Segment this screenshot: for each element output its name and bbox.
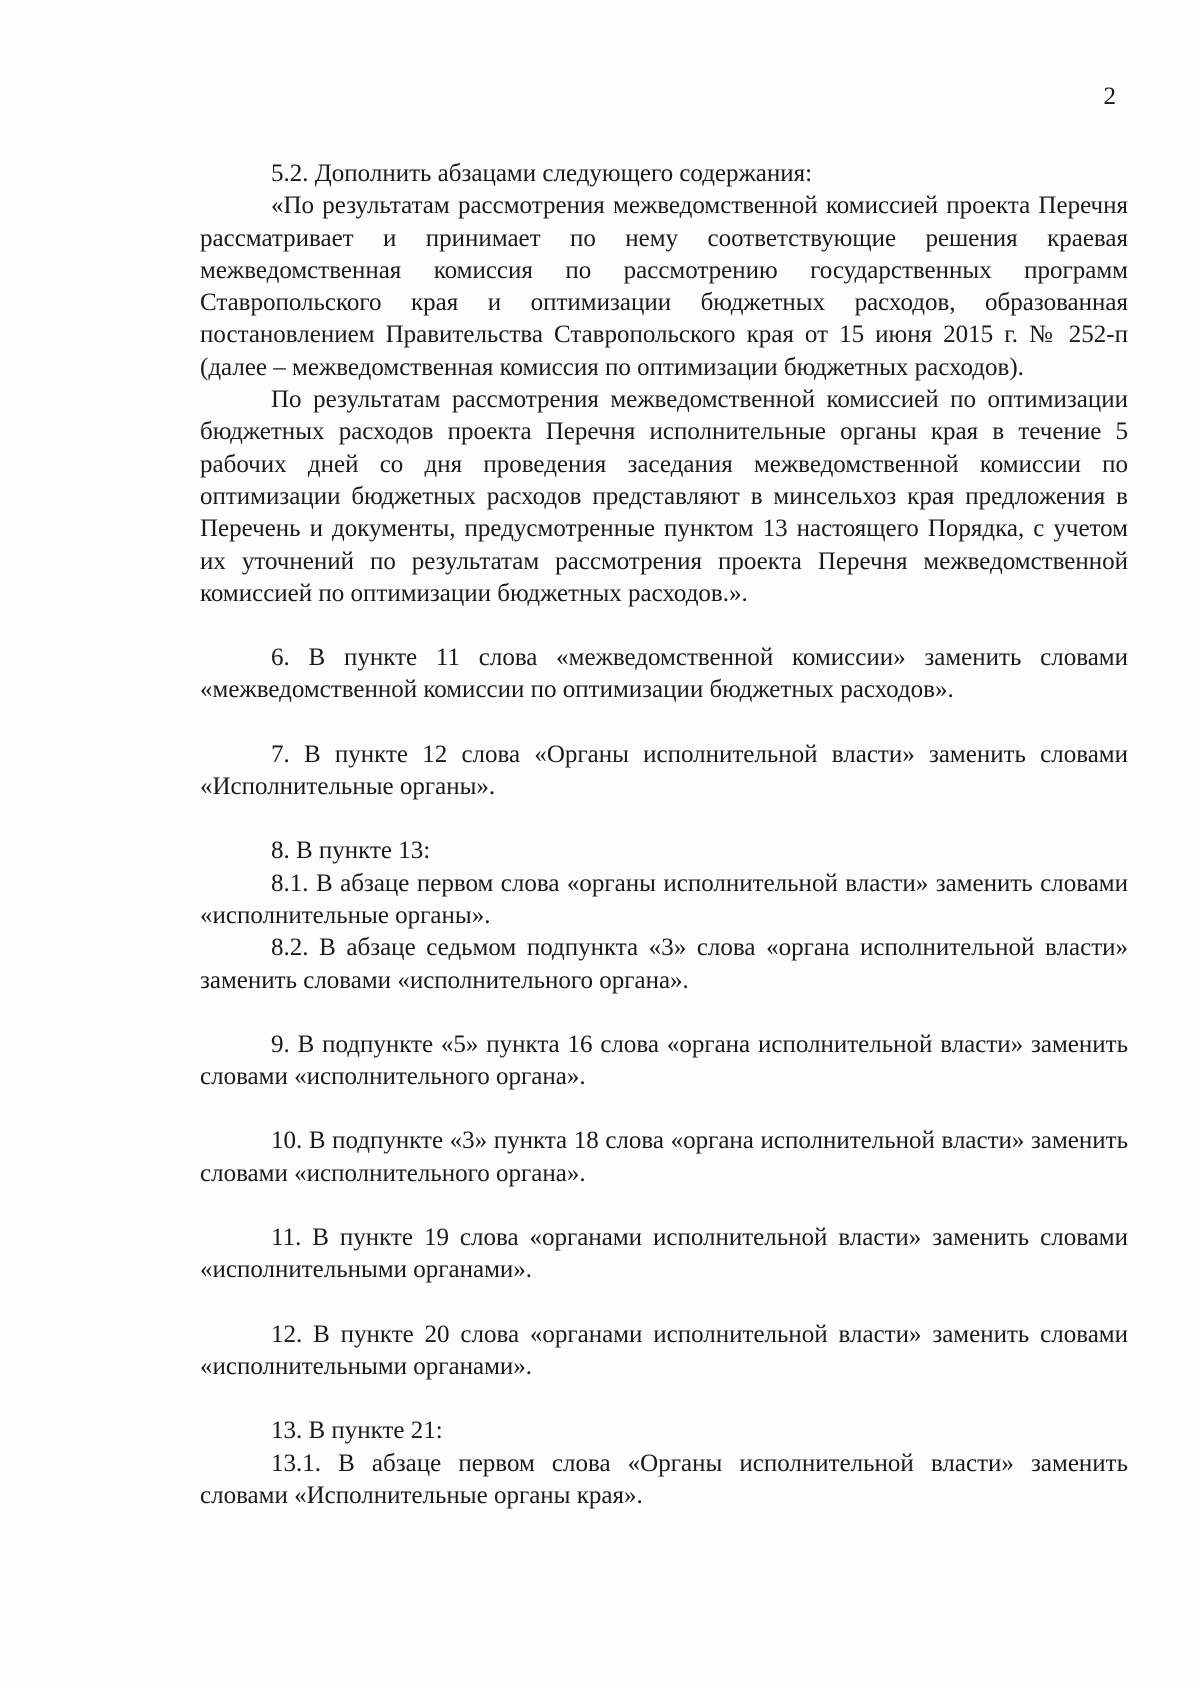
paragraph-11: 11. В пункте 19 слова «органами исполнительной власти» заменить словами «исполнительными органами». [200, 1224, 1128, 1284]
paragraph-12: 12. В пункте 20 слова «органами исполнительной власти» заменить словами «исполнительными органами». [200, 1320, 1128, 1380]
document-body [200, 158, 1128, 1512]
paragraph-10: 10. В подпункте «3» пункта 18 слова «органа исполнительной власти» заменить словами «исполнительного органа». [200, 1127, 1128, 1187]
paragraph-8: 8. В пункте 13: [271, 837, 431, 865]
paragraph-6: 6. В пункте 11 слова «межведомственной комиссии» заменить словами «межведомственной комиссии по оптимизации бюджетных расходов». [200, 644, 1128, 704]
paragraph-13: 13. В пункте 21: [271, 1417, 443, 1445]
paragraph-5-2: 5.2. Дополнить абзацами следующего содержания: [271, 160, 813, 187]
paragraph-13-1: 13.1. В абзаце первом слова «Органы исполнительной власти» заменить словами «Исполнительные органы края». [200, 1449, 1128, 1509]
paragraph-5-2-quote-1: «По результатам рассмотрения межведомственной комиссией проекта Перечня рассматривает и принимает по нему соответствующие решения краевая межведомственная комиссия по рассмотрению государственных программ Ставропольского края и оптимизации бюджетных расходов, образованная постановлением Правительства Ставропольского края от 15 июня 2015 г. № 252-п (далее – межведомственная комиссия по оптимизации бюджетных расходов). [200, 192, 1128, 381]
paragraph-9: 9. В подпункте «5» пункта 16 слова «органа исполнительной власти» заменить словами «исполнительного органа». [200, 1030, 1128, 1091]
paragraph-5-2-quote-2: По результатам рассмотрения межведомственной комиссией по оптимизации бюджетных расходов проекта Перечня исполнительные органы края в течение 5 рабочих дней со дня проведения заседания межведомственной комиссии по оптимизации бюджетных расходов представляют в минсельхоз края предложения в Перечень и документы, предусмотренные пунктом 13 настоящего Порядка, с учетом их уточнений по результатам рассмотрения проекта Перечня межведомственной комиссией по оптимизации бюджетных расходов.». [200, 386, 1128, 607]
page-number: 2 [1103, 83, 1116, 110]
paragraph-8-1: 8.1. В абзаце первом слова «органы исполнительной власти» заменить словами «исполнительные органы». [200, 869, 1128, 929]
paragraph-8-2: 8.2. В абзаце седьмом подпункта «3» слова «органа исполнительной власти» заменить словами «исполнительного органа». [200, 934, 1128, 994]
paragraph-7: 7. В пункте 12 слова «Органы исполнительной власти» заменить словами «Исполнительные органы». [200, 740, 1128, 801]
